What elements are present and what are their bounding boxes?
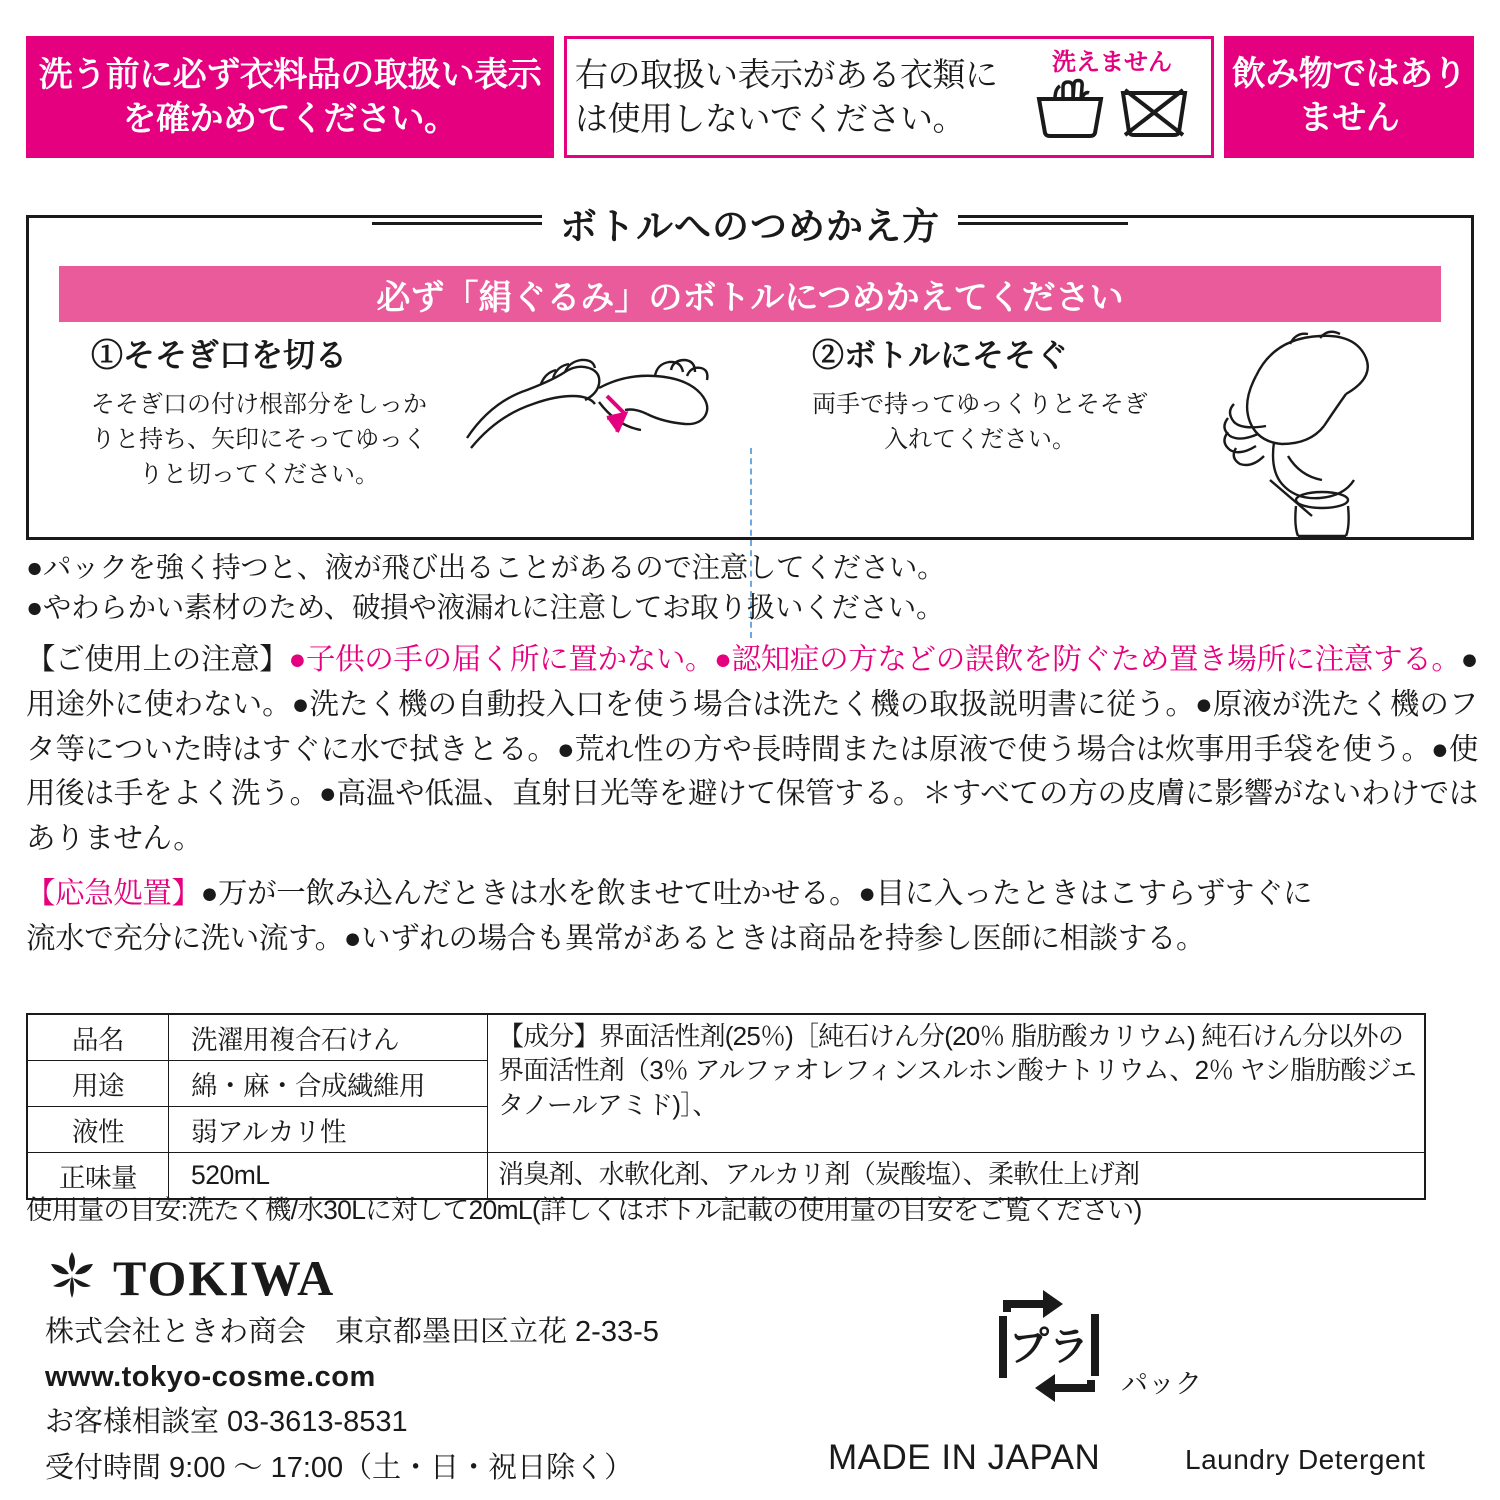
ingredients-top: 【成分】界面活性剤(25％)［純石けん分(20％ 脂肪酸カリウム) 純石けん分以外の界面活性剤（3％ アルファオレフィンスルホン酸ナトリウム、2％ ヤシ脂肪酸ジエタノールアミド)］、	[488, 1014, 1426, 1153]
brand-block	[45, 1248, 335, 1307]
tokiwa-logo-icon	[45, 1248, 99, 1307]
company-info	[45, 1310, 659, 1491]
care-symbol-group	[1021, 48, 1203, 144]
spec-value-2: 弱アルカリ性	[169, 1107, 488, 1153]
refill-step-2-illustration	[1170, 330, 1471, 535]
spec-key-1: 用途	[27, 1061, 169, 1107]
refill-title-row	[29, 196, 1471, 250]
refill-step-1-illustration	[449, 330, 750, 535]
handling-notes	[26, 548, 1474, 629]
refill-step-2-body: 両手で持ってゆっくりとそそぎ入れてください。	[812, 391, 1148, 453]
usage-cautions	[26, 638, 1478, 862]
refill-step-1-body: そそぎ口の付け根部分をしっかりと持ち、矢印にそってゆっくりと切ってください。	[91, 391, 427, 488]
spec-key-2: 液性	[27, 1107, 169, 1153]
spec-value-0: 洗濯用複合石けん	[169, 1014, 488, 1061]
ingredients-bottom: 消臭剤、水軟化剤、アルカリ剤（炭酸塩）、柔軟仕上げ剤	[488, 1153, 1426, 1200]
no-machine-wash-icon	[1117, 77, 1191, 144]
handwash-icon	[1033, 77, 1107, 144]
refill-bottle-notice: 必ず「絹ぐるみ」のボトルにつめかえてください	[59, 266, 1441, 322]
title-rule-left	[372, 222, 542, 225]
warning-do-not-use-box	[564, 36, 1214, 158]
no-wash-label: 洗えません	[1052, 48, 1172, 76]
title-rule-right	[958, 222, 1128, 225]
warning-check-care-label	[26, 36, 554, 158]
made-in-japan: MADE IN JAPAN	[828, 1438, 1101, 1477]
english-product-type: Laundry Detergent	[1185, 1444, 1426, 1475]
refill-step-1	[29, 330, 750, 535]
refill-step-1-head: ①そそぎ口を切る	[91, 337, 348, 373]
company-website[interactable]: www.tokyo-cosme.com	[45, 1361, 376, 1394]
refill-instructions-box	[26, 206, 1474, 540]
spec-key-3: 正味量	[27, 1153, 169, 1200]
support-hours: 受付時間 9:00 〜 17:00（土・日・祝日除く）	[45, 1451, 634, 1484]
product-spec-table	[26, 1013, 1426, 1200]
plastic-recycle-mark-group	[985, 1282, 1202, 1415]
spec-value-1: 綿・麻・合成繊維用	[169, 1061, 488, 1107]
first-aid-section	[26, 872, 1326, 962]
table-row	[27, 1014, 1425, 1061]
dosage-guideline: 使用量の目安:洗たく機/水30Lに対して20mL(詳しくはボトル記載の使用量の目安をご覧ください)	[26, 1195, 1142, 1225]
company-address: 株式会社ときわ商会 東京都墨田区立花 2-33-5	[45, 1316, 659, 1348]
refill-steps	[29, 330, 1471, 535]
handling-note-1: ●パックを強く持つと、液が飛び出ることがあるので注意してください。	[26, 552, 946, 584]
customer-support-phone: お客様相談室 03-3613-8531	[45, 1406, 408, 1439]
usage-cautions-pink: ●子供の手の届く所に置かない。●認知症の方などの誤飲を防ぐため置き場所に注意する。	[288, 643, 1461, 676]
refill-step-2-head: ②ボトルにそそぐ	[812, 337, 1069, 373]
warning-do-not-use-text: 右の取扱い表示がある衣類には使用しないでください。	[575, 56, 998, 137]
refill-step-2	[750, 330, 1471, 535]
spec-value-3: 520mL	[169, 1153, 488, 1200]
spec-key-0: 品名	[27, 1014, 169, 1061]
brand-name: TOKIWA	[113, 1249, 336, 1306]
usage-cautions-rest: ●用途外に使わない。●洗たく機の自動投入口を使う場合は洗たく機の取扱説明書に従う。●原液が洗たく機のフタ等についた時はすぐに水で拭きとる。●荒れ性の方や長時間または原液で使う場合は炊事用手袋を使う。●使用後は手をよく洗う。●高温や低温、直射日光等を避けて保管する。＊すべての方の皮膚に影響がないわけではありません。	[26, 643, 1478, 856]
warning-not-a-drink	[1224, 36, 1474, 158]
top-warning-strip	[26, 36, 1474, 158]
refill-title: ボトルへのつめかえ方	[542, 196, 958, 250]
warning-check-care-label-text: 洗う前に必ず衣料品の取扱い表示を確かめてください。	[38, 55, 542, 138]
warning-not-a-drink-text: 飲み物ではありません	[1231, 55, 1467, 137]
svg-text:プラ: プラ	[1009, 1325, 1089, 1369]
plastic-recycle-icon	[985, 1282, 1113, 1415]
first-aid-text: ●万が一飲み込んだときは水を飲ませて吐かせる。●目に入ったときはこすらずすぐに流水で充分に洗い流す。●いずれの場合も異常があるときは商品を持参し医師に相談する。	[26, 877, 1313, 955]
first-aid-label: 【応急処置】	[26, 877, 201, 910]
usage-cautions-label: 【ご使用上の注意】	[26, 643, 289, 676]
handling-note-2: ●やわらかい素材のため、破損や液漏れに注意してお取り扱いください。	[26, 592, 945, 625]
plastic-mark-label: パック	[1121, 1369, 1202, 1399]
